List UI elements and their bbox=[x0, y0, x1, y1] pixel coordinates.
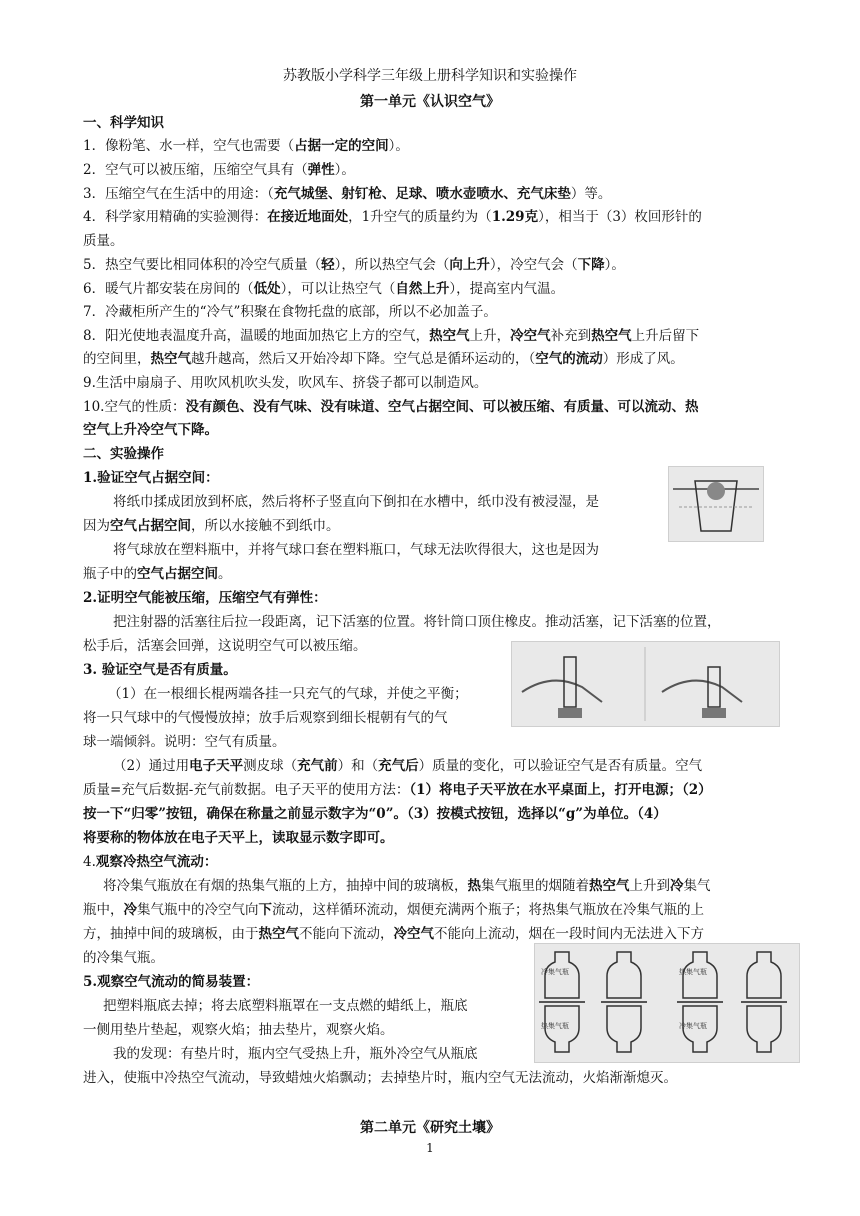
knowledge-item-4: 4．科学家用精确的实验测得：在接近地面处，1升空气的质量约为（1.29克），相当于（3）枚回形针的 bbox=[83, 209, 702, 225]
cold-bottle-label: 冷集气瓶 bbox=[541, 968, 569, 976]
hot-bottle-label: 热集气瓶 bbox=[541, 1022, 569, 1030]
knowledge-item-9: 9.生活中扇扇子、用吹风机吹头发，吹风车、挤袋子都可以制造风。 bbox=[83, 375, 488, 391]
knowledge-item-7: 7．冷藏柜所产生的“冷气”积聚在食物托盘的底部，所以不必加盖子。 bbox=[83, 304, 497, 320]
experiment-4-text: 将冷集气瓶放在有烟的热集气瓶的上方，抽掉中间的玻璃板，热集气瓶里的烟随着热空气上升到冷集气 bbox=[103, 878, 711, 894]
experiment-3-text: （1）在一根细长棍两端各挂一只充气的气球，并使之平衡； bbox=[108, 686, 468, 702]
experiment-3-text: 将要称的物体放在电子天平上，读取显示数字即可。 bbox=[83, 830, 394, 846]
knowledge-item-5: 5．热空气要比相同体积的冷空气质量（轻），所以热空气会（向上升），冷空气会（下降）。 bbox=[83, 257, 625, 273]
experiment-2-title: 2.证明空气能被压缩，压缩空气有弹性： bbox=[83, 590, 327, 606]
experiment-5-text: 一侧用垫片垫起，观察火焰；抽去垫片，观察火焰。 bbox=[83, 1022, 394, 1038]
experiment-1-title: 1.验证空气占据空间： bbox=[83, 470, 219, 486]
experiment-2-text: 把注射器的活塞往后拉一段距离，记下活塞的位置。将针筒口顶住橡皮。推动活塞，记下活塞的位置， bbox=[113, 614, 721, 630]
experiment-5-title: 5.观察空气流动的简易装置： bbox=[83, 974, 260, 990]
experiment-5-text: 我的发现：有垫片时，瓶内空气受热上升，瓶外冷空气从瓶底 bbox=[113, 1046, 478, 1062]
doc-title: 苏教版小学科学三年级上册科学知识和实验操作 bbox=[283, 68, 577, 84]
unit1-title: 第一单元《认识空气》 bbox=[360, 94, 500, 110]
experiment-4-text: 瓶中，冷集气瓶中的冷空气向下流动，这样循环流动，烟便充满两个瓶子；将热集气瓶放在冷集气瓶的上 bbox=[83, 902, 704, 918]
cold-bottle-label: 冷集气瓶 bbox=[679, 1022, 707, 1030]
knowledge-item-3: 3．压缩空气在生活中的用途：（充气城堡、射钉枪、足球、喷水壶喷水、充气床垫）等。 bbox=[83, 186, 612, 202]
knowledge-item-2: 2．空气可以被压缩，压缩空气具有（弹性）。 bbox=[83, 162, 355, 178]
knowledge-item-8: 8．阳光使地表温度升高，温暖的地面加热它上方的空气，热空气上升，冷空气补充到热空气上升后留下 bbox=[83, 328, 700, 344]
knowledge-item-4-cont: 质量。 bbox=[83, 233, 124, 249]
knowledge-item-1: 1．像粉笔、水一样，空气也需要（占据一定的空间）。 bbox=[83, 138, 409, 154]
experiment-1-text: 因为空气占据空间，所以水接触不到纸巾。 bbox=[83, 518, 340, 534]
unit2-title: 第二单元《研究土壤》 bbox=[360, 1120, 500, 1136]
syringe-figure bbox=[511, 641, 780, 727]
experiment-1-text: 将气球放在塑料瓶中，并将气球口套在塑料瓶口，气球无法吹得很大，这也是因为 bbox=[113, 542, 599, 558]
gas-bottles-figure bbox=[534, 943, 800, 1063]
experiment-5-text: 把塑料瓶底去掉；将去底塑料瓶罩在一支点燃的蜡纸上，瓶底 bbox=[103, 998, 468, 1014]
knowledge-item-10: 10.空气的性质：没有颜色、没有气味、没有味道、空气占据空间、可以被压缩、有质量、可以流动、热 bbox=[83, 399, 699, 415]
knowledge-item-6: 6．暖气片都安装在房间的（低处），可以让热空气（自然上升），提高室内气温。 bbox=[83, 281, 565, 297]
experiment-3-text: 球一端倾斜。说明：空气有质量。 bbox=[83, 734, 286, 750]
experiment-3-text: 按一下“归零”按钮，确保在称量之前显示数字为“0”。（3）按模式按钮，选择以“g”为单位。（4） bbox=[83, 806, 667, 822]
cup-in-water-figure bbox=[668, 466, 764, 542]
knowledge-item-10-cont: 空气上升冷空气下降。 bbox=[83, 422, 218, 438]
knowledge-item-8-cont: 的空间里，热空气越升越高，然后又开始冷却下降。空气总是循环运动的，（空气的流动）形成了风。 bbox=[83, 351, 684, 367]
experiment-3-text: 质量=充气后数据-充气前数据。电子天平的使用方法：（1）将电子天平放在水平桌面上，打开电源；（2） bbox=[83, 782, 712, 798]
section-heading-knowledge: 一、科学知识 bbox=[83, 115, 164, 131]
hot-bottle-label: 热集气瓶 bbox=[679, 968, 707, 976]
page-number: 1 bbox=[426, 1141, 434, 1155]
experiment-3-text: （2）通过用电子天平测皮球（充气前）和（充气后）质量的变化，可以验证空气是否有质量。空气 bbox=[113, 758, 703, 774]
experiment-4-title: 4.观察冷热空气流动： bbox=[83, 854, 218, 870]
experiment-2-text: 松手后，活塞会回弹，这说明空气可以被压缩。 bbox=[83, 638, 367, 654]
experiment-1-text: 将纸巾揉成团放到杯底，然后将杯子竖直向下倒扣在水槽中，纸巾没有被浸湿，是 bbox=[113, 494, 599, 510]
experiment-5-text: 进入，使瓶中冷热空气流动，导致蜡烛火焰飘动；去掉垫片时，瓶内空气无法流动，火焰渐渐熄灭。 bbox=[83, 1070, 677, 1086]
experiment-3-text: 将一只气球中的气慢慢放掉；放手后观察到细长棍朝有气的气 bbox=[83, 710, 448, 726]
section-heading-experiments: 二、实验操作 bbox=[83, 446, 164, 462]
experiment-1-text: 瓶子中的空气占据空间。 bbox=[83, 566, 232, 582]
experiment-3-title: 3. 验证空气是否有质量。 bbox=[83, 662, 237, 678]
experiment-4-text: 的冷集气瓶。 bbox=[83, 950, 164, 966]
experiment-4-text: 方，抽掉中间的玻璃板，由于热空气不能向下流动，冷空气不能向上流动，烟在一段时间内无法进入下方 bbox=[83, 926, 704, 942]
